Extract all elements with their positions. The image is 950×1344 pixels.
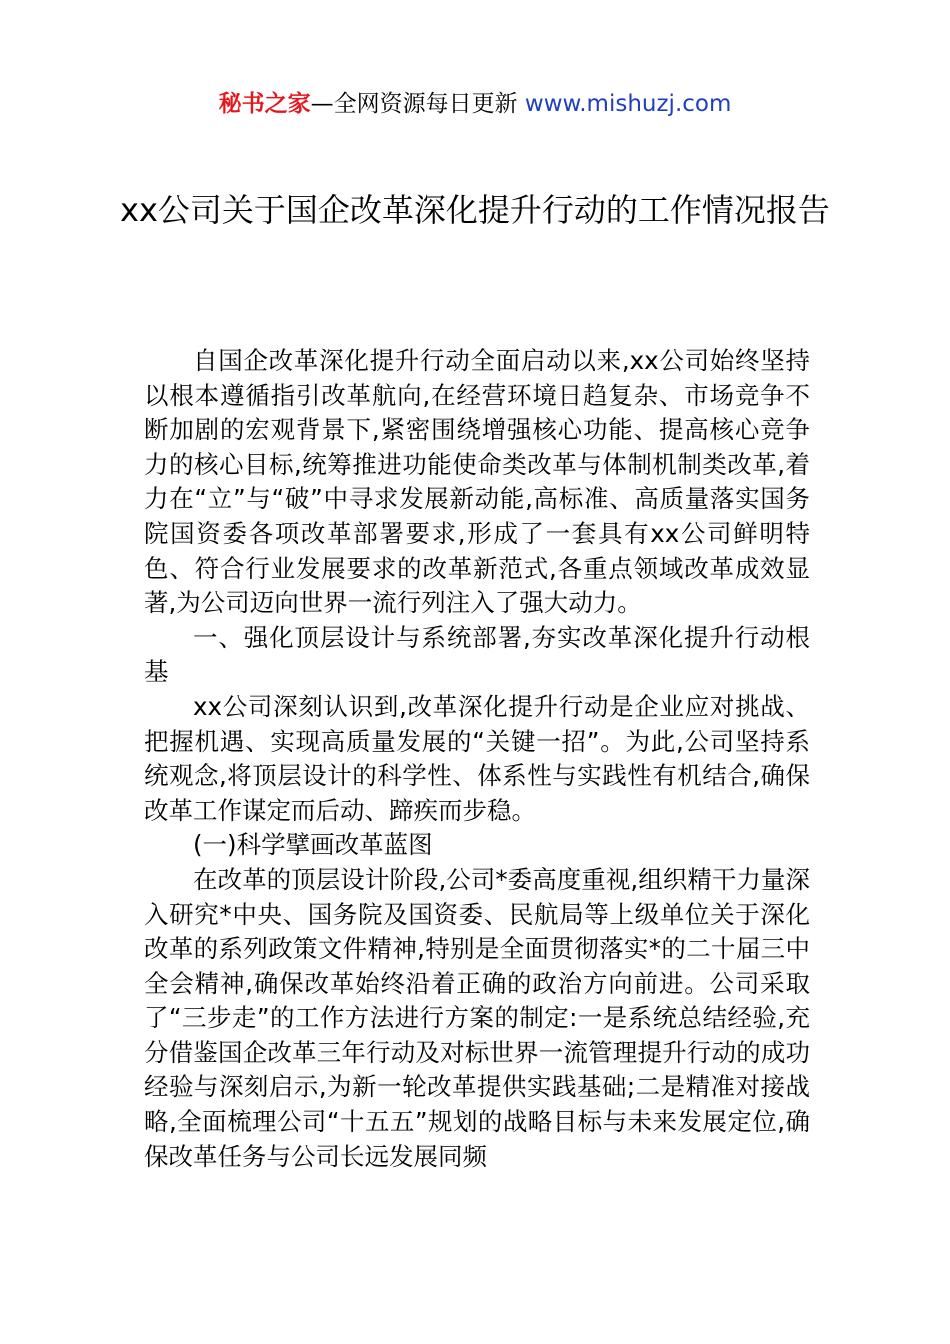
- document-title: xx公司关于国企改革深化提升行动的工作情况报告: [120, 191, 830, 229]
- subsection-1-paragraph: 在改革的顶层设计阶段,公司*委高度重视,组织精干力量深入研究*中央、国务院及国资委、民航局等上级单位关于深化改革的系列政策文件精神,特别是全面贯彻落实*的二十届三中全会精神,确保改革始终沿着正确的政治方向前进。公司采取了“三步走”的工作方法进行方案的制定:一是系统总结经验,充分借鉴国企改革三年行动及对标世界一流管理提升行动的成功经验与深刻启示,为新一轮改革提供实践基础;二是精准对接战略,全面梳理公司“十五五”规划的战略目标与未来发展定位,确保改革任务与公司长远发展同频: [144, 864, 810, 1171]
- site-tagline: —全网资源每日更新: [310, 91, 525, 117]
- section-heading-1: 一、强化顶层设计与系统部署,夯实改革深化提升行动根基: [144, 622, 810, 687]
- intro-paragraph: 自国企改革深化提升行动全面启动以来,xx公司始终坚持以根本遵循指引改革航向,在经营环境日趋复杂、市场竞争不断加剧的宏观背景下,紧密围绕增强核心功能、提高核心竞争力的核心目标,统筹推进功能使命类改革与体制机制类改革,着力在“立”与“破”中寻求发展新动能,高标准、高质量落实国务院国资委各项改革部署要求,形成了一套具有xx公司鲜明特色、符合行业发展要求的改革新范式,各重点领域改革成效显著,为公司迈向世界一流行列注入了强大动力。: [144, 346, 810, 618]
- site-brand: 秘书之家: [218, 91, 311, 117]
- site-header: [0, 84, 950, 124]
- document-body: [144, 344, 810, 1174]
- section-1-paragraph: xx公司深刻认识到,改革深化提升行动是企业应对挑战、把握机遇、实现高质量发展的“关键一招”。为此,公司坚持系统观念,将顶层设计的科学性、体系性与实践性有机结合,确保改革工作谋定而后动、蹄疾而步稳。: [144, 691, 810, 825]
- site-url-link[interactable]: www.mishuzj.com: [524, 91, 732, 117]
- subsection-heading-1: (一)科学擘画改革蓝图: [193, 830, 433, 860]
